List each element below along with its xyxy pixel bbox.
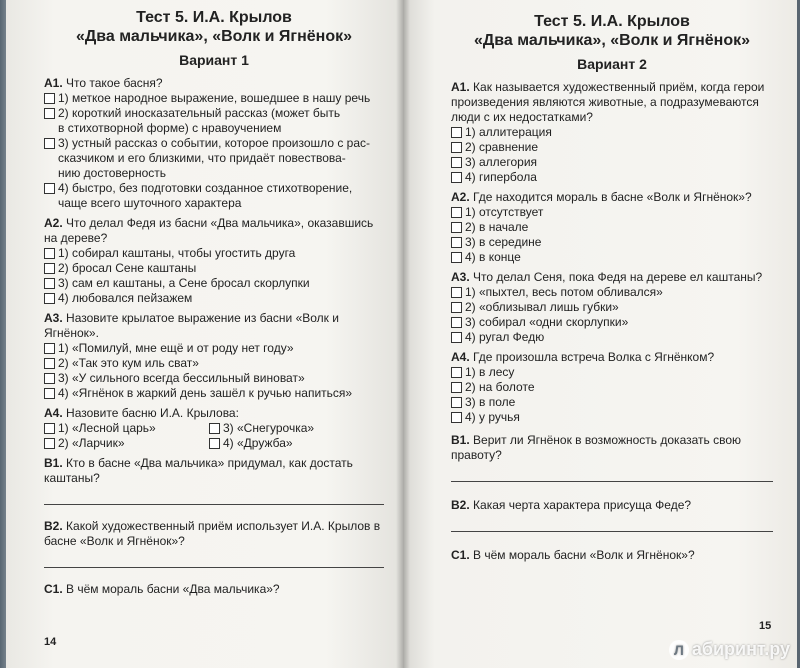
option[interactable]: 2) «Ларчик» — [44, 436, 209, 451]
option[interactable]: 1) «пыхтел, весь потом обливался» — [451, 285, 773, 300]
left-page — [6, 0, 406, 668]
a4-options-row-2 — [44, 436, 384, 451]
option-continuation: сказчиком и его близкими, что придаёт повествова- — [58, 151, 346, 165]
question-b2: В2. Какой художественный приём использует И.А. Крылов в басне «Волк и Ягнёнок»? — [44, 519, 381, 548]
checkbox[interactable] — [451, 222, 462, 233]
option[interactable]: 1) собирал каштаны, чтобы угостить друга — [44, 246, 384, 261]
checkbox[interactable] — [451, 412, 462, 423]
checkbox[interactable] — [209, 423, 220, 434]
checkbox[interactable] — [44, 108, 55, 119]
option[interactable]: 1) в лесу — [451, 365, 773, 380]
question: А3. Назовите крылатое выражение из басни «Волк и Ягнёнок». — [44, 311, 339, 340]
option-continuation: в стихотворной форме) с нравоучением — [58, 121, 282, 135]
question-b1: В1. Верит ли Ягнёнок в возможность доказать свою правоту? — [451, 433, 742, 462]
checkbox[interactable] — [451, 332, 462, 343]
question-c1: С1. В чём мораль басни «Волк и Ягнёнок»? — [451, 548, 695, 562]
question: А4. Где произошла встреча Волка с Ягнёнком? — [451, 350, 715, 364]
checkbox[interactable] — [451, 127, 462, 138]
option[interactable]: 3) в середине — [451, 235, 773, 250]
checkbox[interactable] — [44, 373, 55, 384]
question-list — [451, 80, 773, 425]
checkbox[interactable] — [451, 142, 462, 153]
variant-label: Вариант 1 — [179, 52, 249, 68]
option[interactable]: 1) аллитерация — [451, 125, 773, 140]
option[interactable]: 3) «У сильного всегда бессильный виноват» — [44, 371, 384, 386]
checkbox[interactable] — [44, 358, 55, 369]
option[interactable]: 4) гипербола — [451, 170, 773, 185]
checkbox[interactable] — [451, 172, 462, 183]
option[interactable]: 3) в поле — [451, 395, 773, 410]
option[interactable]: 1) «Помилуй, мне ещё и от роду нет году» — [44, 341, 384, 356]
right-page — [403, 0, 797, 668]
checkbox[interactable] — [451, 157, 462, 168]
checkbox[interactable] — [44, 423, 55, 434]
checkbox[interactable] — [451, 382, 462, 393]
test-title: Тест 5. И.А. Крылов — [136, 9, 292, 26]
question-list — [44, 76, 384, 401]
question: А1. Как называется художественный приём, когда герои произведения являются животные, а подразумеваются люди с их недостатками? — [451, 80, 765, 124]
option[interactable]: 3) собирал «одни скорлупки» — [451, 315, 773, 330]
checkbox[interactable] — [451, 397, 462, 408]
answer-line[interactable] — [451, 531, 773, 532]
question-b2: В2. Какая черта характера присуща Феде? — [451, 498, 692, 512]
option[interactable]: 2) сравнение — [451, 140, 773, 155]
checkbox[interactable] — [209, 438, 220, 449]
option[interactable]: 4) «Дружба» — [209, 436, 374, 451]
checkbox[interactable] — [44, 248, 55, 259]
checkbox[interactable] — [44, 263, 55, 274]
option[interactable]: 1) «Лесной царь» — [44, 421, 209, 436]
checkbox[interactable] — [451, 367, 462, 378]
checkbox[interactable] — [44, 343, 55, 354]
question-b1: В1. Кто в басне «Два мальчика» придумал, как достать каштаны? — [44, 456, 353, 485]
option[interactable]: 4) любовался пейзажем — [44, 291, 384, 306]
page-number: 15 — [759, 620, 772, 632]
checkbox[interactable] — [44, 293, 55, 304]
question-c1: С1. В чём мораль басни «Два мальчика»? — [44, 582, 280, 596]
option[interactable]: 2) «облизывал лишь губки» — [451, 300, 773, 315]
checkbox[interactable] — [44, 93, 55, 104]
question: А1. Что такое басня? — [44, 76, 163, 90]
option[interactable]: 4) в конце — [451, 250, 773, 265]
checkbox[interactable] — [44, 183, 55, 194]
option[interactable]: 2) короткий иносказательный рассказ (может быть — [44, 106, 384, 121]
option[interactable]: 3) аллегория — [451, 155, 773, 170]
option[interactable]: 2) на болоте — [451, 380, 773, 395]
option[interactable]: 4) быстро, без подготовки созданное стихотворение, — [44, 181, 384, 196]
checkbox[interactable] — [44, 388, 55, 399]
checkbox[interactable] — [451, 237, 462, 248]
left-page-content — [44, 8, 384, 597]
option[interactable]: 3) «Снегурочка» — [209, 421, 374, 436]
option[interactable]: 4) ругал Федю — [451, 330, 773, 345]
option[interactable]: 2) «Так это кум иль сват» — [44, 356, 384, 371]
option[interactable]: 3) сам ел каштаны, а Сене бросал скорлупки — [44, 276, 384, 291]
labirint-logo-icon: Л — [669, 640, 689, 660]
answer-line[interactable] — [44, 567, 384, 568]
test-subtitle: «Два мальчика», «Волк и Ягнёнок» — [76, 28, 352, 45]
option[interactable]: 2) бросал Сене каштаны — [44, 261, 384, 276]
checkbox[interactable] — [44, 138, 55, 149]
option-continuation: чаще всего шуточного характера — [58, 196, 242, 210]
option[interactable]: 1) отсутствует — [451, 205, 773, 220]
a4-options-row-1 — [44, 421, 384, 436]
checkbox[interactable] — [451, 287, 462, 298]
answer-line[interactable] — [44, 504, 384, 505]
option-continuation: нию достоверность — [58, 166, 167, 180]
question-a4: А4. Назовите басню И.А. Крылова: — [44, 406, 239, 420]
variant-label: Вариант 2 — [577, 56, 647, 72]
checkbox[interactable] — [44, 278, 55, 289]
page-number: 14 — [44, 636, 57, 648]
option[interactable]: 2) в начале — [451, 220, 773, 235]
checkbox[interactable] — [451, 252, 462, 263]
question: А2. Что делал Федя из басни «Два мальчика», оказавшись на дереве? — [44, 216, 374, 245]
option[interactable]: 3) устный рассказ о событии, которое произошло с рас- — [44, 136, 384, 151]
question: А2. Где находится мораль в басне «Волк и Ягнёнок»? — [451, 190, 752, 204]
option[interactable]: 4) «Ягнёнок в жаркий день зашёл к ручью напиться» — [44, 386, 384, 401]
question: А3. Что делал Сеня, пока Федя на дереве ел каштаны? — [451, 270, 763, 284]
answer-line[interactable] — [451, 481, 773, 482]
option[interactable]: 4) у ручья — [451, 410, 773, 425]
book-spine — [396, 0, 410, 668]
test-subtitle: «Два мальчика», «Волк и Ягнёнок» — [474, 32, 750, 49]
test-title: Тест 5. И.А. Крылов — [534, 13, 690, 30]
option[interactable]: 1) меткое народное выражение, вошедшее в нашу речь — [44, 91, 384, 106]
checkbox[interactable] — [44, 438, 55, 449]
checkbox[interactable] — [451, 207, 462, 218]
checkbox[interactable] — [451, 302, 462, 313]
watermark: Л абиринт.ру — [669, 639, 790, 660]
checkbox[interactable] — [451, 317, 462, 328]
right-page-content — [451, 12, 773, 563]
